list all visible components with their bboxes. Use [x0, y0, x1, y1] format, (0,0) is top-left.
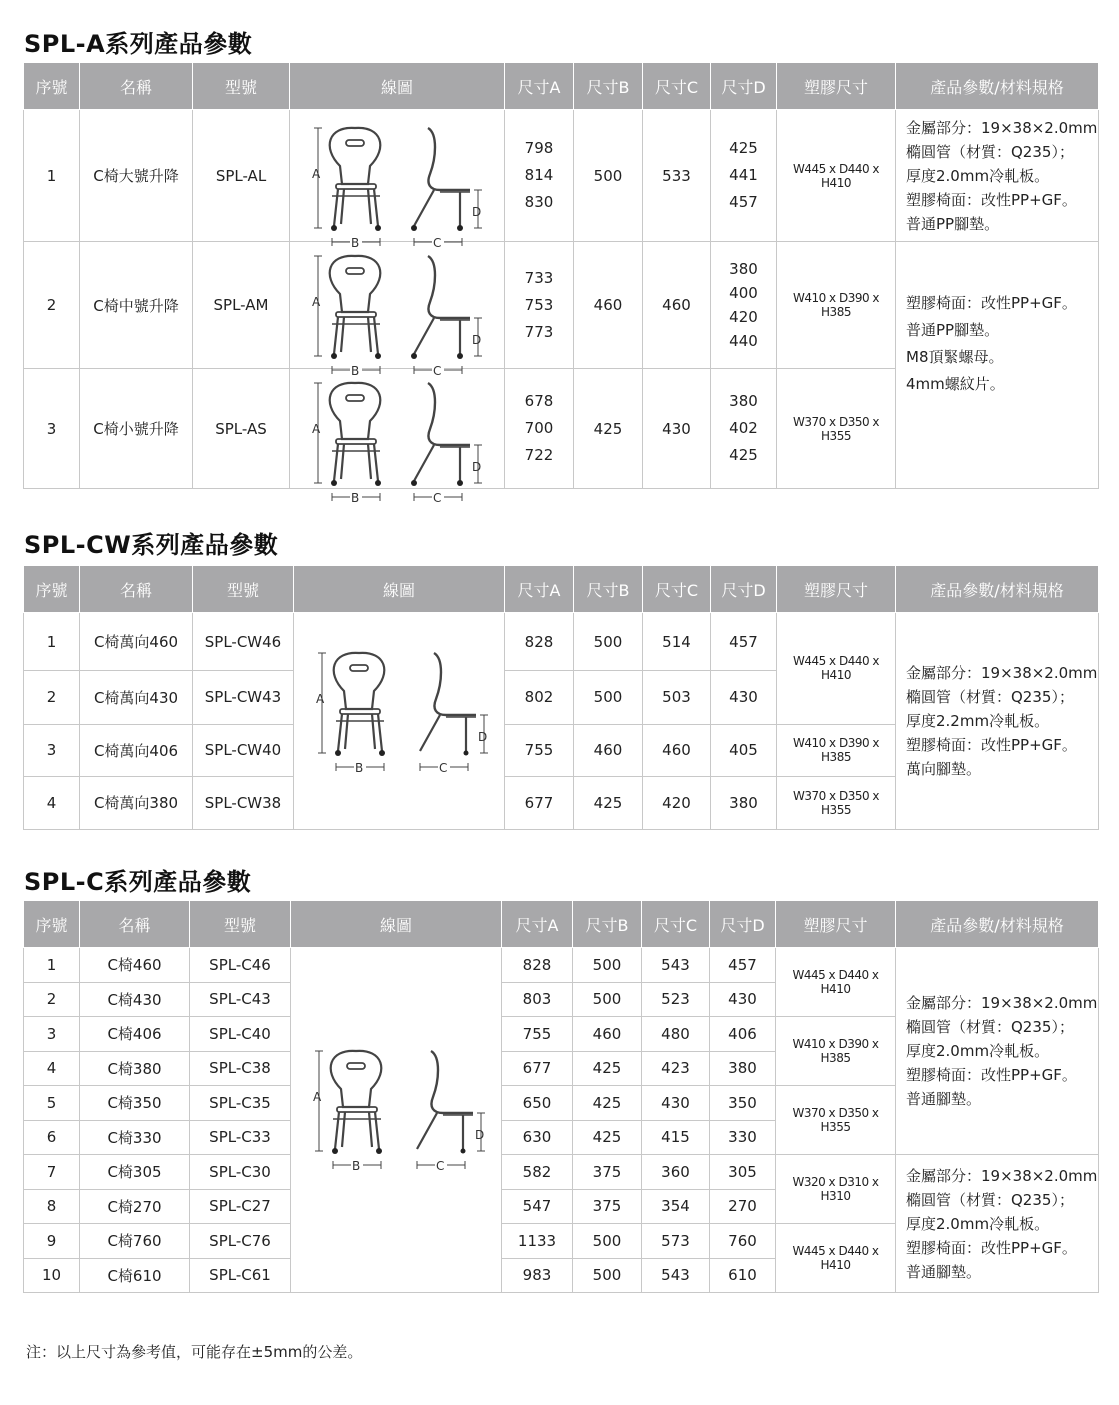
cell-size-b: 460 [574, 242, 643, 369]
cell-no: 3 [24, 724, 80, 776]
cell-size-d [711, 110, 777, 242]
chair-diagram-cell [294, 613, 505, 830]
chair-side-view [411, 256, 482, 378]
cell-name: C椅406 [80, 1017, 190, 1052]
svg-text:D: D [472, 460, 482, 474]
cell-model: SPL-C46 [190, 948, 291, 983]
cell-name: C椅430 [80, 982, 190, 1017]
cell-spec [896, 110, 1099, 242]
header-diagram: 線圖 [294, 566, 505, 613]
header-size-b: 尺寸B [574, 566, 643, 613]
section-title-spl-a: SPL-A系列產品參數 [24, 30, 253, 58]
header-size-b: 尺寸B [573, 901, 642, 948]
value: 380 [729, 392, 758, 410]
chair-diagram [294, 613, 503, 829]
spec-line: 厚度2.0mm冷軋板。 [906, 1214, 1050, 1233]
svg-text:C: C [439, 761, 448, 775]
cell-size-a: 983 [502, 1258, 573, 1293]
spec-line: 普通腳墊。 [906, 1262, 982, 1281]
table-header-row [24, 566, 1099, 613]
cell-no: 9 [24, 1224, 80, 1259]
cell-size-d: 430 [711, 671, 777, 724]
cell-size-a [505, 369, 574, 489]
header-plastic-size: 塑膠尺寸 [777, 63, 896, 110]
value: 798 [524, 139, 554, 157]
cell-model: SPL-C61 [190, 1258, 291, 1293]
cell-name: C椅610 [80, 1258, 190, 1293]
svg-text:A: A [312, 422, 321, 436]
cell-size-b: 425 [573, 1086, 642, 1121]
cell-no: 1 [24, 613, 80, 671]
cell-size-d [711, 242, 777, 369]
svg-text:D: D [472, 205, 482, 219]
header-model: 型號 [190, 901, 291, 948]
cell-no: 3 [24, 369, 80, 489]
header-plastic-size: 塑膠尺寸 [776, 901, 896, 948]
table-row [24, 613, 1099, 671]
header-size-a: 尺寸A [505, 63, 574, 110]
header-size-c: 尺寸C [642, 901, 710, 948]
header-size-a: 尺寸A [502, 901, 573, 948]
chair-diagram [290, 110, 503, 250]
header-name: 名稱 [80, 901, 190, 948]
section-title-spl-cw: SPL-CW系列產品參數 [24, 531, 279, 559]
cell-name: C椅萬向406 [80, 724, 193, 776]
cell-name: C椅萬向380 [80, 776, 193, 829]
cell-spec [896, 948, 1099, 1155]
cell-size-b: 500 [574, 613, 643, 671]
value: 380 [729, 260, 758, 278]
cell-size-a: 803 [502, 982, 573, 1017]
value: 425 [729, 446, 758, 464]
svg-text:A: A [316, 692, 325, 706]
value: 425 [729, 139, 758, 157]
cell-name: C椅中號升降 [80, 242, 193, 369]
chair-front-view [312, 383, 381, 505]
cell-size-d [711, 369, 777, 489]
spec-line: 橢圓管（材質：Q235）； [906, 142, 1074, 161]
cell-size-b: 375 [573, 1155, 642, 1190]
cell-model: SPL-C33 [190, 1120, 291, 1155]
header-diagram: 線圖 [291, 901, 502, 948]
cell-size-d: 457 [711, 613, 777, 671]
cell-plastic-size: W370 x D350 x H355 [776, 1086, 896, 1155]
spec-line: 普通腳墊。 [906, 1090, 982, 1108]
cell-size-a: 755 [505, 724, 574, 776]
cell-size-b: 425 [574, 776, 643, 829]
cell-no: 7 [24, 1155, 80, 1190]
svg-text:C: C [433, 491, 442, 505]
header-model: 型號 [193, 63, 290, 110]
cell-size-a: 755 [502, 1017, 573, 1052]
chair-side-view [420, 653, 488, 775]
cell-model: SPL-C35 [190, 1086, 291, 1121]
header-model: 型號 [193, 566, 294, 613]
cell-name: C椅350 [80, 1086, 190, 1121]
spec-line: 金屬部分：19×38×2.0mm [906, 1166, 1098, 1185]
spec-line: 塑膠椅面：改性PP+GF。 [906, 1238, 1077, 1257]
header-size-a: 尺寸A [505, 566, 574, 613]
cell-size-c: 573 [642, 1224, 710, 1259]
cell-name: C椅小號升降 [80, 369, 193, 489]
cell-name: C椅305 [80, 1155, 190, 1190]
cell-no: 2 [24, 671, 80, 724]
cell-size-b: 500 [573, 1258, 642, 1293]
value: 733 [524, 268, 554, 287]
cell-size-a [505, 242, 574, 369]
cell-name: C椅大號升降 [80, 110, 193, 242]
cell-size-b: 500 [573, 948, 642, 983]
chair-diagram [290, 369, 503, 505]
cell-name: C椅380 [80, 1051, 190, 1086]
spec-line: 塑膠椅面：改性PP+GF。 [906, 190, 1077, 209]
cell-model: SPL-CW40 [193, 724, 294, 776]
cell-size-c: 460 [643, 242, 711, 369]
cell-size-b: 460 [573, 1017, 642, 1052]
cell-name: C椅460 [80, 948, 190, 983]
cell-size-b: 425 [574, 369, 643, 489]
spec-line: 金屬部分：19×38×2.0mm [906, 994, 1098, 1012]
cell-plastic-size: W370 x D350 x H355 [777, 776, 896, 829]
chair-side-view [417, 1051, 485, 1173]
cell-size-c: 480 [642, 1017, 710, 1052]
spec-line: 厚度2.0mm冷軋板。 [906, 1042, 1050, 1060]
cell-model: SPL-CW43 [193, 671, 294, 724]
cell-size-c: 503 [643, 671, 711, 724]
cell-size-b: 500 [573, 982, 642, 1017]
spec-line: M8頂緊螺母。 [906, 348, 1004, 366]
header-size-d: 尺寸D [710, 901, 776, 948]
cell-size-d: 380 [710, 1051, 776, 1086]
svg-text:A: A [312, 167, 321, 181]
value: 722 [524, 446, 554, 464]
cell-size-c: 354 [642, 1189, 710, 1224]
cell-no: 1 [24, 948, 80, 983]
svg-text:D: D [472, 333, 482, 347]
value: 420 [729, 308, 758, 326]
cell-size-c: 423 [642, 1051, 710, 1086]
cell-size-a: 650 [502, 1086, 573, 1121]
header-no: 序號 [24, 63, 80, 110]
header-spec: 產品參數/材料規格 [896, 63, 1099, 110]
cell-size-b: 375 [573, 1189, 642, 1224]
cell-size-d: 406 [710, 1017, 776, 1052]
cell-plastic-size: W445 x D440 x H410 [776, 948, 896, 1017]
cell-size-b: 425 [573, 1051, 642, 1086]
cell-name: C椅760 [80, 1224, 190, 1259]
cell-plastic-size: W410 x D390 x H385 [776, 1017, 896, 1086]
cell-size-c: 415 [642, 1120, 710, 1155]
cell-size-c: 543 [642, 1258, 710, 1293]
spec-table-spl-c [23, 900, 1099, 1293]
header-spec: 產品參數/材料規格 [896, 566, 1099, 613]
spec-line: 普通PP腳墊。 [906, 321, 1000, 339]
chair-front-view [313, 1051, 382, 1173]
cell-spec [896, 242, 1099, 489]
cell-no: 4 [24, 1051, 80, 1086]
cell-plastic-size: W410 x D390 x H385 [777, 242, 896, 369]
cell-plastic-size: W320 x D310 x H310 [776, 1155, 896, 1224]
chair-front-view [316, 653, 385, 775]
cell-model: SPL-C30 [190, 1155, 291, 1190]
spec-line: 普通PP腳墊。 [906, 214, 1000, 233]
cell-size-c: 543 [642, 948, 710, 983]
svg-text:A: A [313, 1090, 322, 1104]
cell-model: SPL-AL [193, 110, 290, 242]
value: 440 [729, 332, 758, 350]
cell-model: SPL-C43 [190, 982, 291, 1017]
cell-size-b: 500 [574, 671, 643, 724]
chair-diagram-cell [290, 110, 505, 250]
cell-size-c: 360 [642, 1155, 710, 1190]
value: 773 [524, 322, 554, 341]
header-no: 序號 [24, 566, 80, 613]
cell-size-c: 460 [643, 724, 711, 776]
table-header-row [24, 63, 1099, 110]
spec-line: 金屬部分：19×38×2.0mm [906, 118, 1098, 137]
cell-name: C椅萬向430 [80, 671, 193, 724]
cell-model: SPL-CW38 [193, 776, 294, 829]
spec-line: 金屬部分：19×38×2.0mm [906, 664, 1098, 682]
cell-size-d: 405 [711, 724, 777, 776]
svg-text:B: B [351, 491, 360, 505]
cell-size-a: 630 [502, 1120, 573, 1155]
value: 400 [729, 284, 758, 302]
chair-diagram [290, 242, 503, 378]
spec-line: 厚度2.0mm冷軋板。 [906, 166, 1050, 185]
spec-line: 厚度2.2mm冷軋板。 [906, 712, 1050, 730]
cell-no: 4 [24, 776, 80, 829]
cell-spec [896, 1155, 1099, 1293]
svg-text:D: D [478, 730, 488, 744]
svg-text:B: B [351, 364, 360, 378]
cell-size-b: 500 [573, 1224, 642, 1259]
cell-size-d: 430 [710, 982, 776, 1017]
cell-size-a [505, 110, 574, 242]
spec-line: 塑膠椅面：改性PP+GF。 [906, 1066, 1077, 1084]
cell-size-d: 270 [710, 1189, 776, 1224]
table-row [24, 242, 1099, 369]
cell-size-b: 500 [574, 110, 643, 242]
cell-size-a: 802 [505, 671, 574, 724]
value: 830 [524, 193, 554, 211]
spec-line: 塑膠椅面：改性PP+GF。 [906, 736, 1077, 754]
cell-size-c: 514 [643, 613, 711, 671]
cell-no: 6 [24, 1120, 80, 1155]
cell-size-d: 760 [710, 1224, 776, 1259]
value: 441 [729, 166, 758, 184]
header-size-b: 尺寸B [574, 63, 643, 110]
spec-line: 4mm螺紋片。 [906, 375, 1005, 393]
cell-size-d: 350 [710, 1086, 776, 1121]
cell-plastic-size: W445 x D440 x H410 [777, 613, 896, 725]
spec-line: 塑膠椅面：改性PP+GF。 [906, 294, 1077, 312]
section-title-spl-c: SPL-C系列產品參數 [24, 868, 252, 896]
cell-size-d: 610 [710, 1258, 776, 1293]
cell-no: 2 [24, 242, 80, 369]
header-size-c: 尺寸C [643, 566, 711, 613]
table-row [24, 948, 1099, 983]
chair-diagram-cell [291, 948, 502, 1293]
cell-no: 8 [24, 1189, 80, 1224]
header-size-c: 尺寸C [643, 63, 711, 110]
chair-side-view [411, 383, 482, 505]
cell-name: C椅330 [80, 1120, 190, 1155]
cell-no: 1 [24, 110, 80, 242]
chair-diagram-cell [290, 369, 505, 505]
cell-plastic-size: W410 x D390 x H385 [777, 724, 896, 776]
cell-size-b: 425 [573, 1120, 642, 1155]
spec-line: 萬向腳墊。 [906, 760, 982, 778]
svg-text:C: C [436, 1159, 445, 1173]
cell-size-a: 582 [502, 1155, 573, 1190]
cell-model: SPL-AM [193, 242, 290, 369]
cell-size-d: 380 [711, 776, 777, 829]
value: 402 [729, 419, 758, 437]
cell-plastic-size: W445 x D440 x H410 [776, 1224, 896, 1293]
cell-no: 3 [24, 1017, 80, 1052]
svg-text:B: B [351, 236, 360, 250]
svg-text:A: A [312, 295, 321, 309]
svg-text:B: B [352, 1159, 361, 1173]
value: 753 [524, 295, 554, 314]
table-header-row [24, 901, 1099, 948]
header-no: 序號 [24, 901, 80, 948]
cell-size-a: 547 [502, 1189, 573, 1224]
value: 814 [524, 166, 554, 184]
chair-side-view [411, 128, 482, 250]
value: 678 [524, 392, 554, 410]
cell-plastic-size: W370 x D350 x H355 [777, 369, 896, 489]
cell-size-c: 533 [643, 110, 711, 242]
header-name: 名稱 [80, 63, 193, 110]
cell-size-c: 523 [642, 982, 710, 1017]
table-row [24, 110, 1099, 242]
cell-size-a: 1133 [502, 1224, 573, 1259]
svg-text:D: D [475, 1128, 485, 1142]
cell-size-c: 430 [643, 369, 711, 489]
value: 700 [524, 419, 554, 437]
header-size-d: 尺寸D [711, 566, 777, 613]
header-diagram: 線圖 [290, 63, 505, 110]
cell-no: 5 [24, 1086, 80, 1121]
chair-front-view [312, 128, 381, 250]
header-plastic-size: 塑膠尺寸 [777, 566, 896, 613]
svg-text:C: C [433, 364, 442, 378]
spec-line: 橢圓管（材質：Q235）； [906, 688, 1074, 706]
cell-name: C椅270 [80, 1189, 190, 1224]
cell-model: SPL-C38 [190, 1051, 291, 1086]
cell-size-d: 305 [710, 1155, 776, 1190]
cell-model: SPL-C76 [190, 1224, 291, 1259]
cell-size-a: 828 [505, 613, 574, 671]
header-spec: 產品參數/材料規格 [896, 901, 1099, 948]
svg-text:B: B [355, 761, 364, 775]
cell-size-c: 430 [642, 1086, 710, 1121]
cell-spec [896, 613, 1099, 830]
cell-plastic-size: W445 x D440 x H410 [777, 110, 896, 242]
cell-size-a: 828 [502, 948, 573, 983]
chair-front-view [312, 256, 381, 378]
cell-no: 2 [24, 982, 80, 1017]
cell-model: SPL-C40 [190, 1017, 291, 1052]
cell-model: SPL-AS [193, 369, 290, 489]
cell-size-d: 330 [710, 1120, 776, 1155]
svg-text:C: C [433, 236, 442, 250]
cell-model: SPL-CW46 [193, 613, 294, 671]
footnote: 注：以上尺寸為參考值，可能存在±5mm的公差。 [26, 1343, 363, 1361]
header-name: 名稱 [80, 566, 193, 613]
header-size-d: 尺寸D [711, 63, 777, 110]
value: 457 [729, 193, 758, 211]
cell-size-c: 420 [643, 776, 711, 829]
spec-line: 橢圓管（材質：Q235）； [906, 1190, 1074, 1209]
cell-size-a: 677 [505, 776, 574, 829]
spec-line: 橢圓管（材質：Q235）； [906, 1018, 1074, 1036]
table-row [24, 1155, 1099, 1190]
chair-diagram-cell [290, 242, 505, 378]
chair-diagram [291, 948, 500, 1292]
spec-table-spl-a [23, 62, 1099, 505]
cell-size-b: 460 [574, 724, 643, 776]
cell-no: 10 [24, 1258, 80, 1293]
cell-size-a: 677 [502, 1051, 573, 1086]
spec-table-spl-cw [23, 565, 1099, 830]
cell-name: C椅萬向460 [80, 613, 193, 671]
cell-model: SPL-C27 [190, 1189, 291, 1224]
cell-size-d: 457 [710, 948, 776, 983]
